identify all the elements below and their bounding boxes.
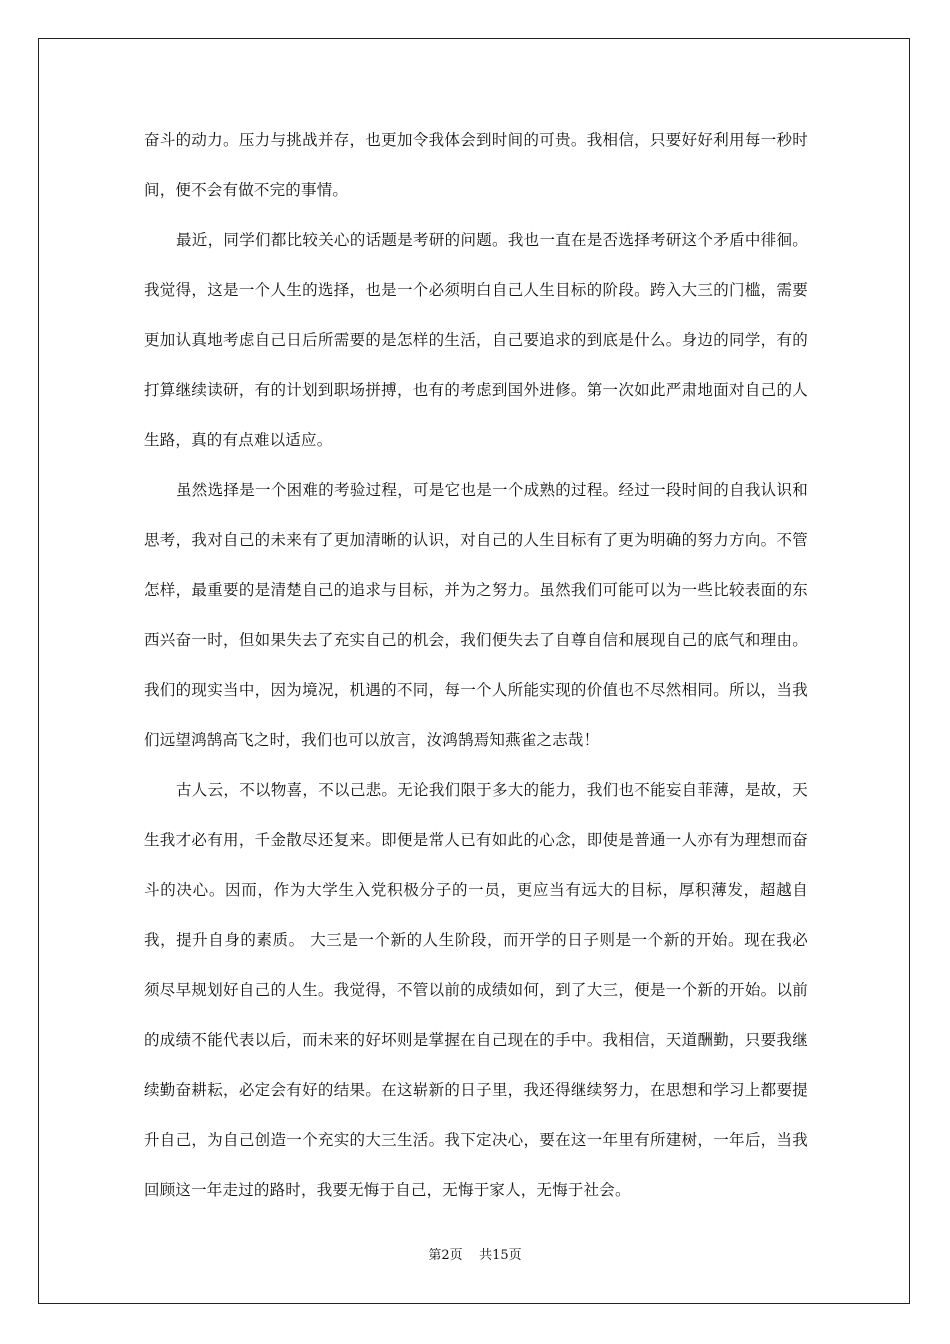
page-number: 第2页	[428, 1248, 463, 1263]
document-body	[144, 115, 808, 1215]
page-total: 共15页	[479, 1248, 522, 1263]
paragraph-2: 最近，同学们都比较关心的话题是考研的问题。我也一直在是否选择考研这个矛盾中徘徊。我觉得，这是一个人生的选择，也是一个必须明白自己人生目标的阶段。跨入大三的门槛，需要更加认真地考虑自己日后所需要的是怎样的生活，自己要追求的到底是什么。身边的同学，有的打算继续读研，有的计划到职场拼搏，也有的考虑到国外进修。第一次如此严肃地面对自己的人生路，真的有点难以适应。	[144, 231, 808, 449]
page-footer	[0, 1244, 950, 1263]
paragraph-3: 虽然选择是一个困难的考验过程，可是它也是一个成熟的过程。经过一段时间的自我认识和思考，我对自己的未来有了更加清晰的认识，对自己的人生目标有了更为明确的努力方向。不管怎样，最重要的是清楚自己的追求与目标，并为之努力。虽然我们可能可以为一些比较表面的东西兴奋一时，但如果失去了充实自己的机会，我们便失去了自尊自信和展现自己的底气和理由。我们的现实当中，因为境况，机遇的不同，每一个人所能实现的价值也不尽然相同。所以，当我们远望鸿鹄高飞之时，我们也可以放言，汝鸿鹄焉知燕雀之志哉！	[144, 481, 808, 749]
paragraph-4: 古人云，不以物喜，不以己悲。无论我们限于多大的能力，我们也不能妄自菲薄，是故，天生我才必有用，千金散尽还复来。即便是常人已有如此的心念，即使是普通一人亦有为理想而奋斗的决心。因而，作为大学生入党积极分子的一员，更应当有远大的目标，厚积薄发，超越自我，提升自身的素质。 大三是一个新的人生阶段，而开学的日子则是一个新的开始。现在我必须尽早规划好自己的人生。我觉得，不管以前的成绩如何，到了大三，便是一个新的开始。以前的成绩不能代表以后，而未来的好坏则是掌握在自己现在的手中。我相信，天道酬勤，只要我继续勤奋耕耘，必定会有好的结果。在这崭新的日子里，我还得继续努力，在思想和学习上都要提升自己，为自己创造一个充实的大三生活。我下定决心，要在这一年里有所建树，一年后，当我回顾这一年走过的路时，我要无悔于自己，无悔于家人，无悔于社会。	[144, 781, 808, 1199]
paragraph-1: 奋斗的动力。压力与挑战并存，也更加令我体会到时间的可贵。我相信，只要好好利用每一秒时间，便不会有做不完的事情。	[144, 131, 808, 199]
